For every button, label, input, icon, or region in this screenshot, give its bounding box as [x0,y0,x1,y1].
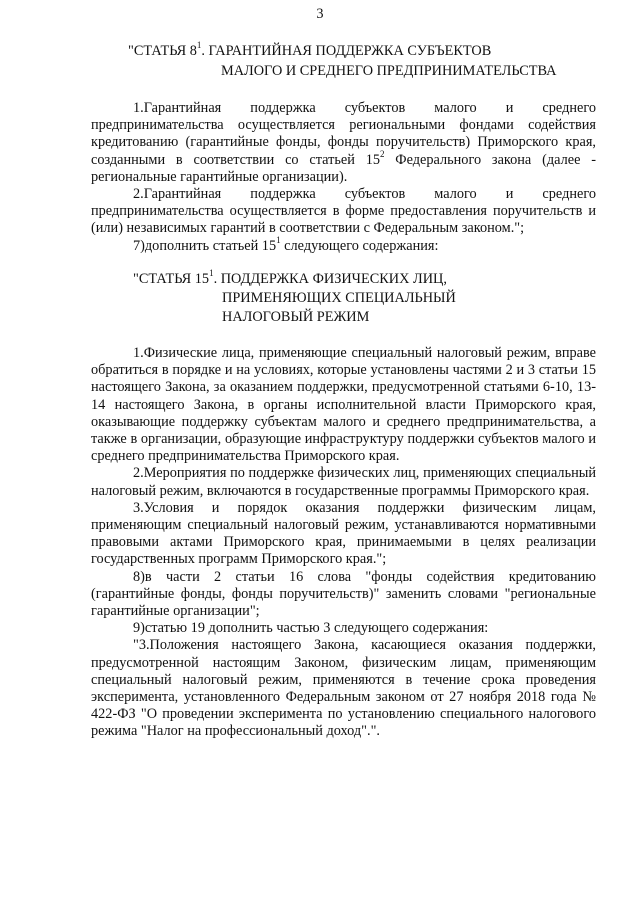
item-7-superscript: 1 [276,234,281,245]
article-8-1-title-superscript: 1 [196,40,202,51]
item-7-text: 7)дополнить статьей 15 [133,237,277,254]
article-15-1-paragraph-2: 2.Мероприятия по поддержке физических лиц, применяющих специальный налоговый режим, включаются в государственные программы Приморского края. [91,465,596,499]
article-8-1-p1-text: 1.Гарантийная поддержка субъектов малого и среднего предпринимательства осуществляется региональными фондами содействия кредитованию (гарантийные фонды, фонды поручительств) Приморского края, созданными в соответствии со статьей 15 [91,100,596,168]
item-7-tail: следующего содержания: [280,237,439,254]
article-19-part-3: "3.Положения настоящего Закона, касающиеся оказания поддержки, предусмотренной настоящим Законом, физическим лицам, применяющим специальный налоговый режим, применяются в течение срока проведения эксперимента, установленного Федеральным законом от 27 ноября 2018 года № 422-ФЗ "О проведении эксперимента по установлению специального налогового режима "Налог на профессиональный доход".". [91,637,596,740]
article-15-1-body [91,345,596,741]
article-8-1-title-prefix: "СТАТЬЯ 8 [128,43,197,59]
article-15-1-title-suffix: . ПОДДЕРЖКА ФИЗИЧЕСКИХ ЛИЦ, [213,271,447,287]
article-8-1-paragraph-1 [91,100,596,186]
article-8-1-paragraph-2: 2.Гарантийная поддержка субъектов малого и среднего предпринимательства осуществляется в форме предоставления поручительств и (или) независимых гарантий в соответствии с Федеральным законом."; [91,186,596,237]
article-15-1-paragraph-1: 1.Физические лица, применяющие специальный налоговый режим, вправе обратиться в порядке и на условиях, которые установлены частями 2 и 3 статьи 15 настоящего Закона, за оказанием поддержки, предусмотренной статьями 6-10, 13-14 настоящего Закона, в органы исполнительной власти Приморского края, оказывающие поддержку субъектам малого и среднего предпринимательства, а также в организации, образующие инфраструктуру поддержки субъектов малого и среднего предпринимательства Приморского края. [91,345,596,465]
amendment-item-7 [91,234,596,255]
article-8-1-title-line2: МАЛОГО И СРЕДНЕГО ПРЕДПРИНИМАТЕЛЬСТВА [221,63,557,79]
page-number: 3 [316,6,324,22]
article-15-1-paragraph-3: 3.Условия и порядок оказания поддержки физическим лицам, применяющим специальный налоговый режим, устанавливаются нормативными правовыми актами Приморского края, принимаемыми в целях реализации государственных программ Приморского края."; [91,499,596,568]
article-15-1-title-line2: ПРИМЕНЯЮЩИХ СПЕЦИАЛЬНЫЙ [222,290,456,306]
article-8-1-p1-superscript: 2 [380,148,385,159]
article-8-1-title-suffix: . ГАРАНТИЙНАЯ ПОДДЕРЖКА СУБЪЕКТОВ [201,43,492,59]
amendment-item-8: 8)в части 2 статьи 16 слова "фонды содействия кредитованию (гарантийные фонды, фонды поручительств)" заменить словами "региональные гарантийные организации"; [91,568,596,620]
article-15-1-title-line1 [133,268,447,288]
amendment-item-9: 9)статью 19 дополнить частью 3 следующего содержания: [133,620,489,637]
article-8-1-body [91,100,596,255]
article-8-1-title-line1 [128,40,492,60]
article-15-1-title-superscript: 1 [209,268,214,279]
article-8-1-p1-tail: Федерального закона (далее - региональные гарантийные организации). [91,151,596,185]
article-15-1-title-line3: НАЛОГОВЫЙ РЕЖИМ [222,309,370,325]
article-15-1-title-prefix: "СТАТЬЯ 15 [133,271,210,287]
